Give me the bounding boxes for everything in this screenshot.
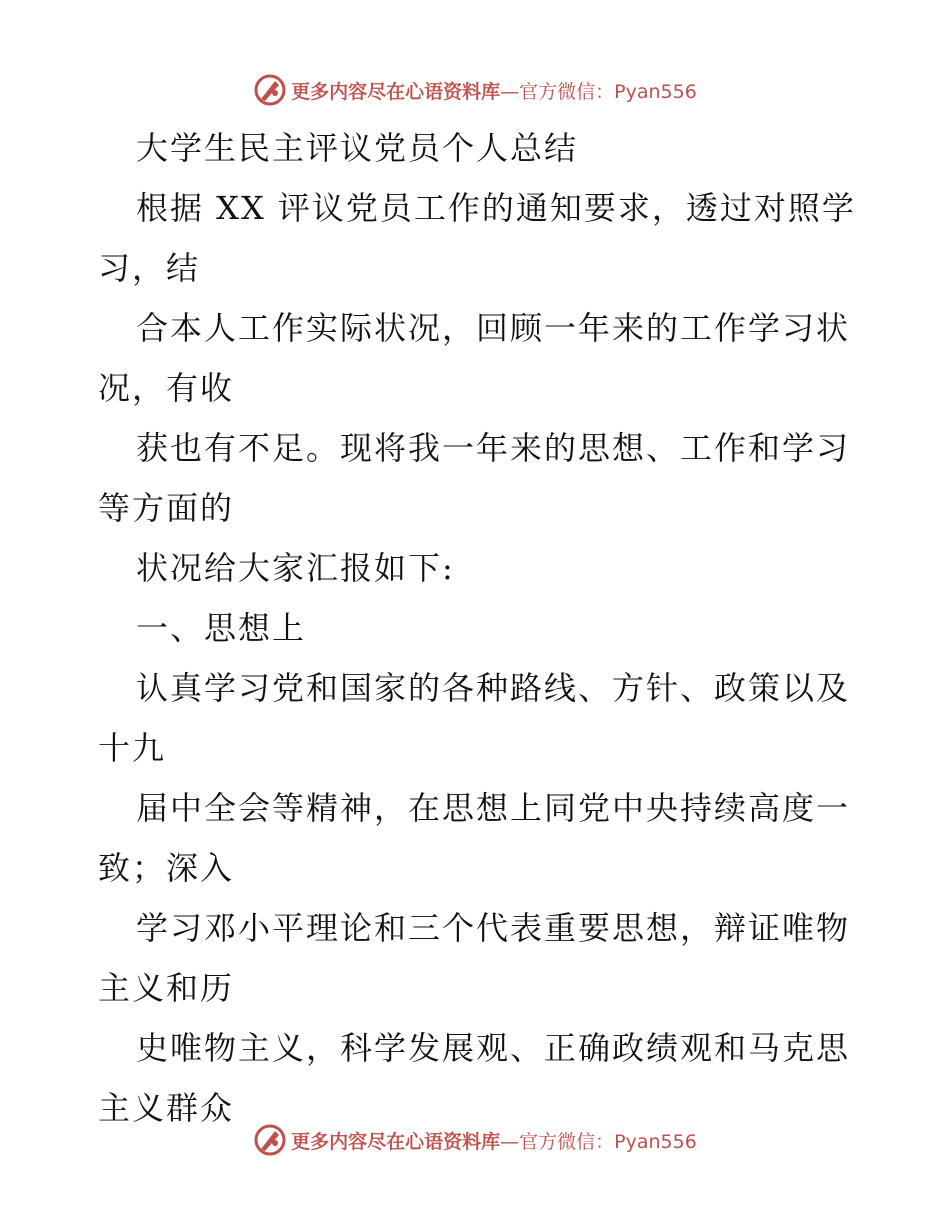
- doc-line: 习，结: [98, 249, 201, 287]
- doc-line: 等方面的: [98, 489, 235, 527]
- section-heading: 一、思想上: [136, 609, 307, 647]
- doc-line: 认真学习党和国家的各种路线、方针、政策以及: [136, 669, 851, 707]
- doc-line: 根据 XX 评议党员工作的通知要求，透过对照学: [136, 189, 856, 227]
- doc-line: 状况给大家汇报如下:: [136, 549, 455, 587]
- pen-logo-icon: [253, 1123, 287, 1157]
- pen-logo-icon: [253, 73, 287, 107]
- doc-line: 学习邓小平理论和三个代表重要思想，辩证唯物: [136, 909, 851, 947]
- doc-title: 大学生民主评议党员个人总结: [136, 129, 579, 167]
- doc-line: 史唯物主义，科学发展观、正确政绩观和马克思: [136, 1029, 851, 1067]
- header-banner-main: 更多内容尽在心语资料库: [291, 80, 501, 103]
- footer-banner-sub: —官方微信：Pyan556: [500, 1130, 697, 1153]
- doc-line: 届中全会等精神，在思想上同党中央持续高度一: [136, 789, 851, 827]
- doc-line: 致；深入: [98, 849, 235, 887]
- doc-line: 合本人工作实际状况，回顾一年来的工作学习状: [136, 309, 851, 347]
- header-banner-sub: —官方微信：Pyan556: [500, 80, 697, 103]
- doc-line: 主义和历: [98, 969, 235, 1007]
- doc-line: 十九: [98, 729, 167, 767]
- document-body: [98, 118, 858, 1138]
- doc-line: 获也有不足。现将我一年来的思想、工作和学习: [136, 429, 851, 467]
- footer-banner-main: 更多内容尽在心语资料库: [291, 1130, 501, 1153]
- doc-line: 况，有收: [98, 369, 235, 407]
- header-banner: [0, 68, 950, 112]
- doc-line: 主义群众: [98, 1089, 235, 1127]
- footer-banner: [0, 1118, 950, 1162]
